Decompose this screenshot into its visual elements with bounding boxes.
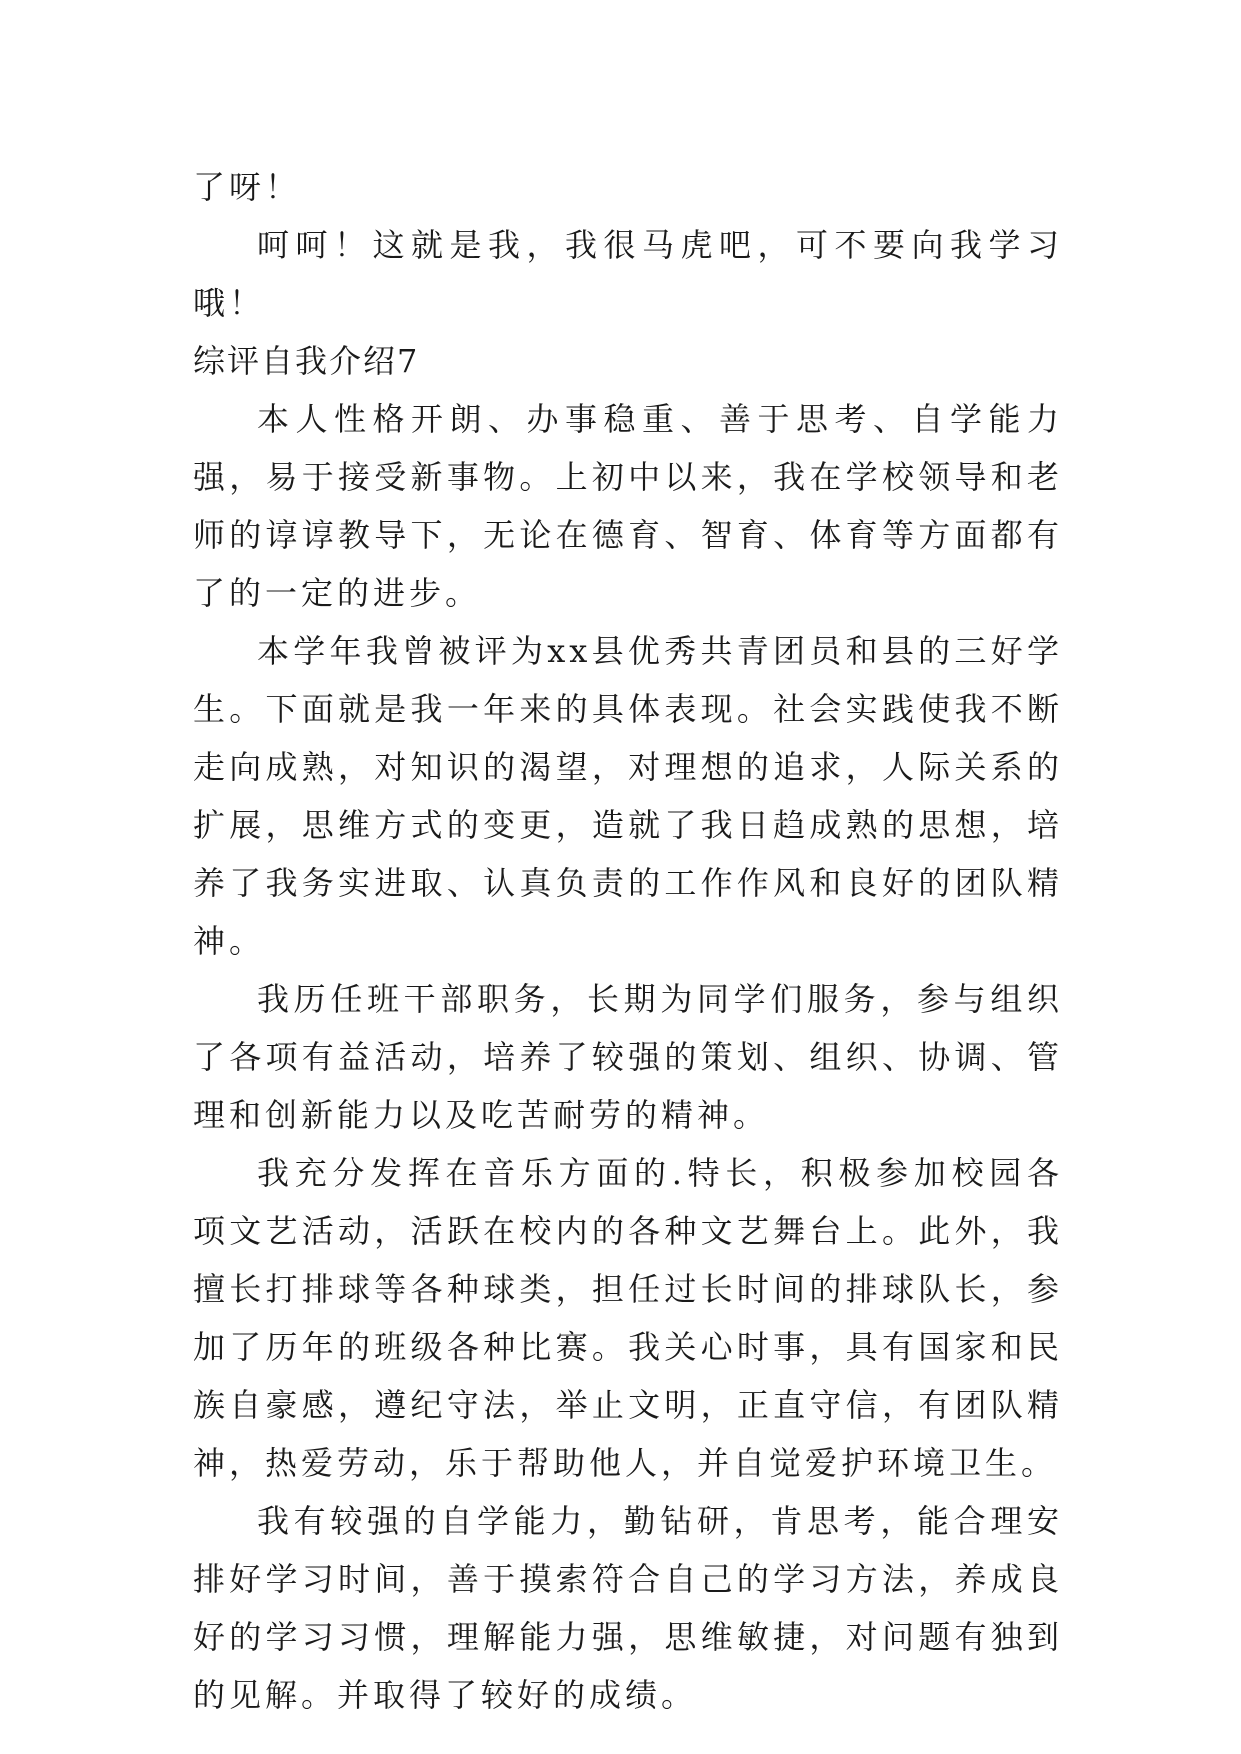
document-body [193, 158, 1063, 1724]
paragraph-continuation: 了呀！ [193, 168, 302, 206]
paragraph-study: 我有较强的自学能力，勤钻研，肯思考，能合理安排好学习时间，善于摸索符合自己的学习方法，养成良好的学习习惯，理解能力强，思维敏捷，对问题有独到的见解。并取得了较好的成绩。 [193, 1502, 1063, 1714]
paragraph-personality: 本人性格开朗、办事稳重、善于思考、自学能力强，易于接受新事物。上初中以来，我在学校领导和老师的谆谆教导下，无论在德育、智育、体育等方面都有了的一定的进步。 [193, 400, 1063, 612]
paragraph-honors: 本学年我曾被评为xx县优秀共青团员和县的三好学生。下面就是我一年来的具体表现。社会实践使我不断走向成熟，对知识的渴望，对理想的追求，人际关系的扩展，思维方式的变更，造就了我日趋成熟的思想，培养了我务实进取、认真负责的工作作风和良好的团队精神。 [193, 632, 1063, 960]
section-heading: 综评自我介绍7 [193, 342, 420, 380]
paragraph-closing-remark: 呵呵！这就是我，我很马虎吧，可不要向我学习哦！ [193, 226, 1063, 322]
paragraph-activities: 我充分发挥在音乐方面的.特长，积极参加校园各项文艺活动，活跃在校内的各种文艺舞台上。此外，我擅长打排球等各种球类，担任过长时间的排球队长，参加了历年的班级各种比赛。我关心时事，具有国家和民族自豪感，遵纪守法，举止文明，正直守信，有团队精神，热爱劳动，乐于帮助他人，并自觉爱护环境卫生。 [193, 1154, 1063, 1482]
paragraph-class-duties: 我历任班干部职务，长期为同学们服务，参与组织了各项有益活动，培养了较强的策划、组织、协调、管理和创新能力以及吃苦耐劳的精神。 [193, 980, 1063, 1134]
